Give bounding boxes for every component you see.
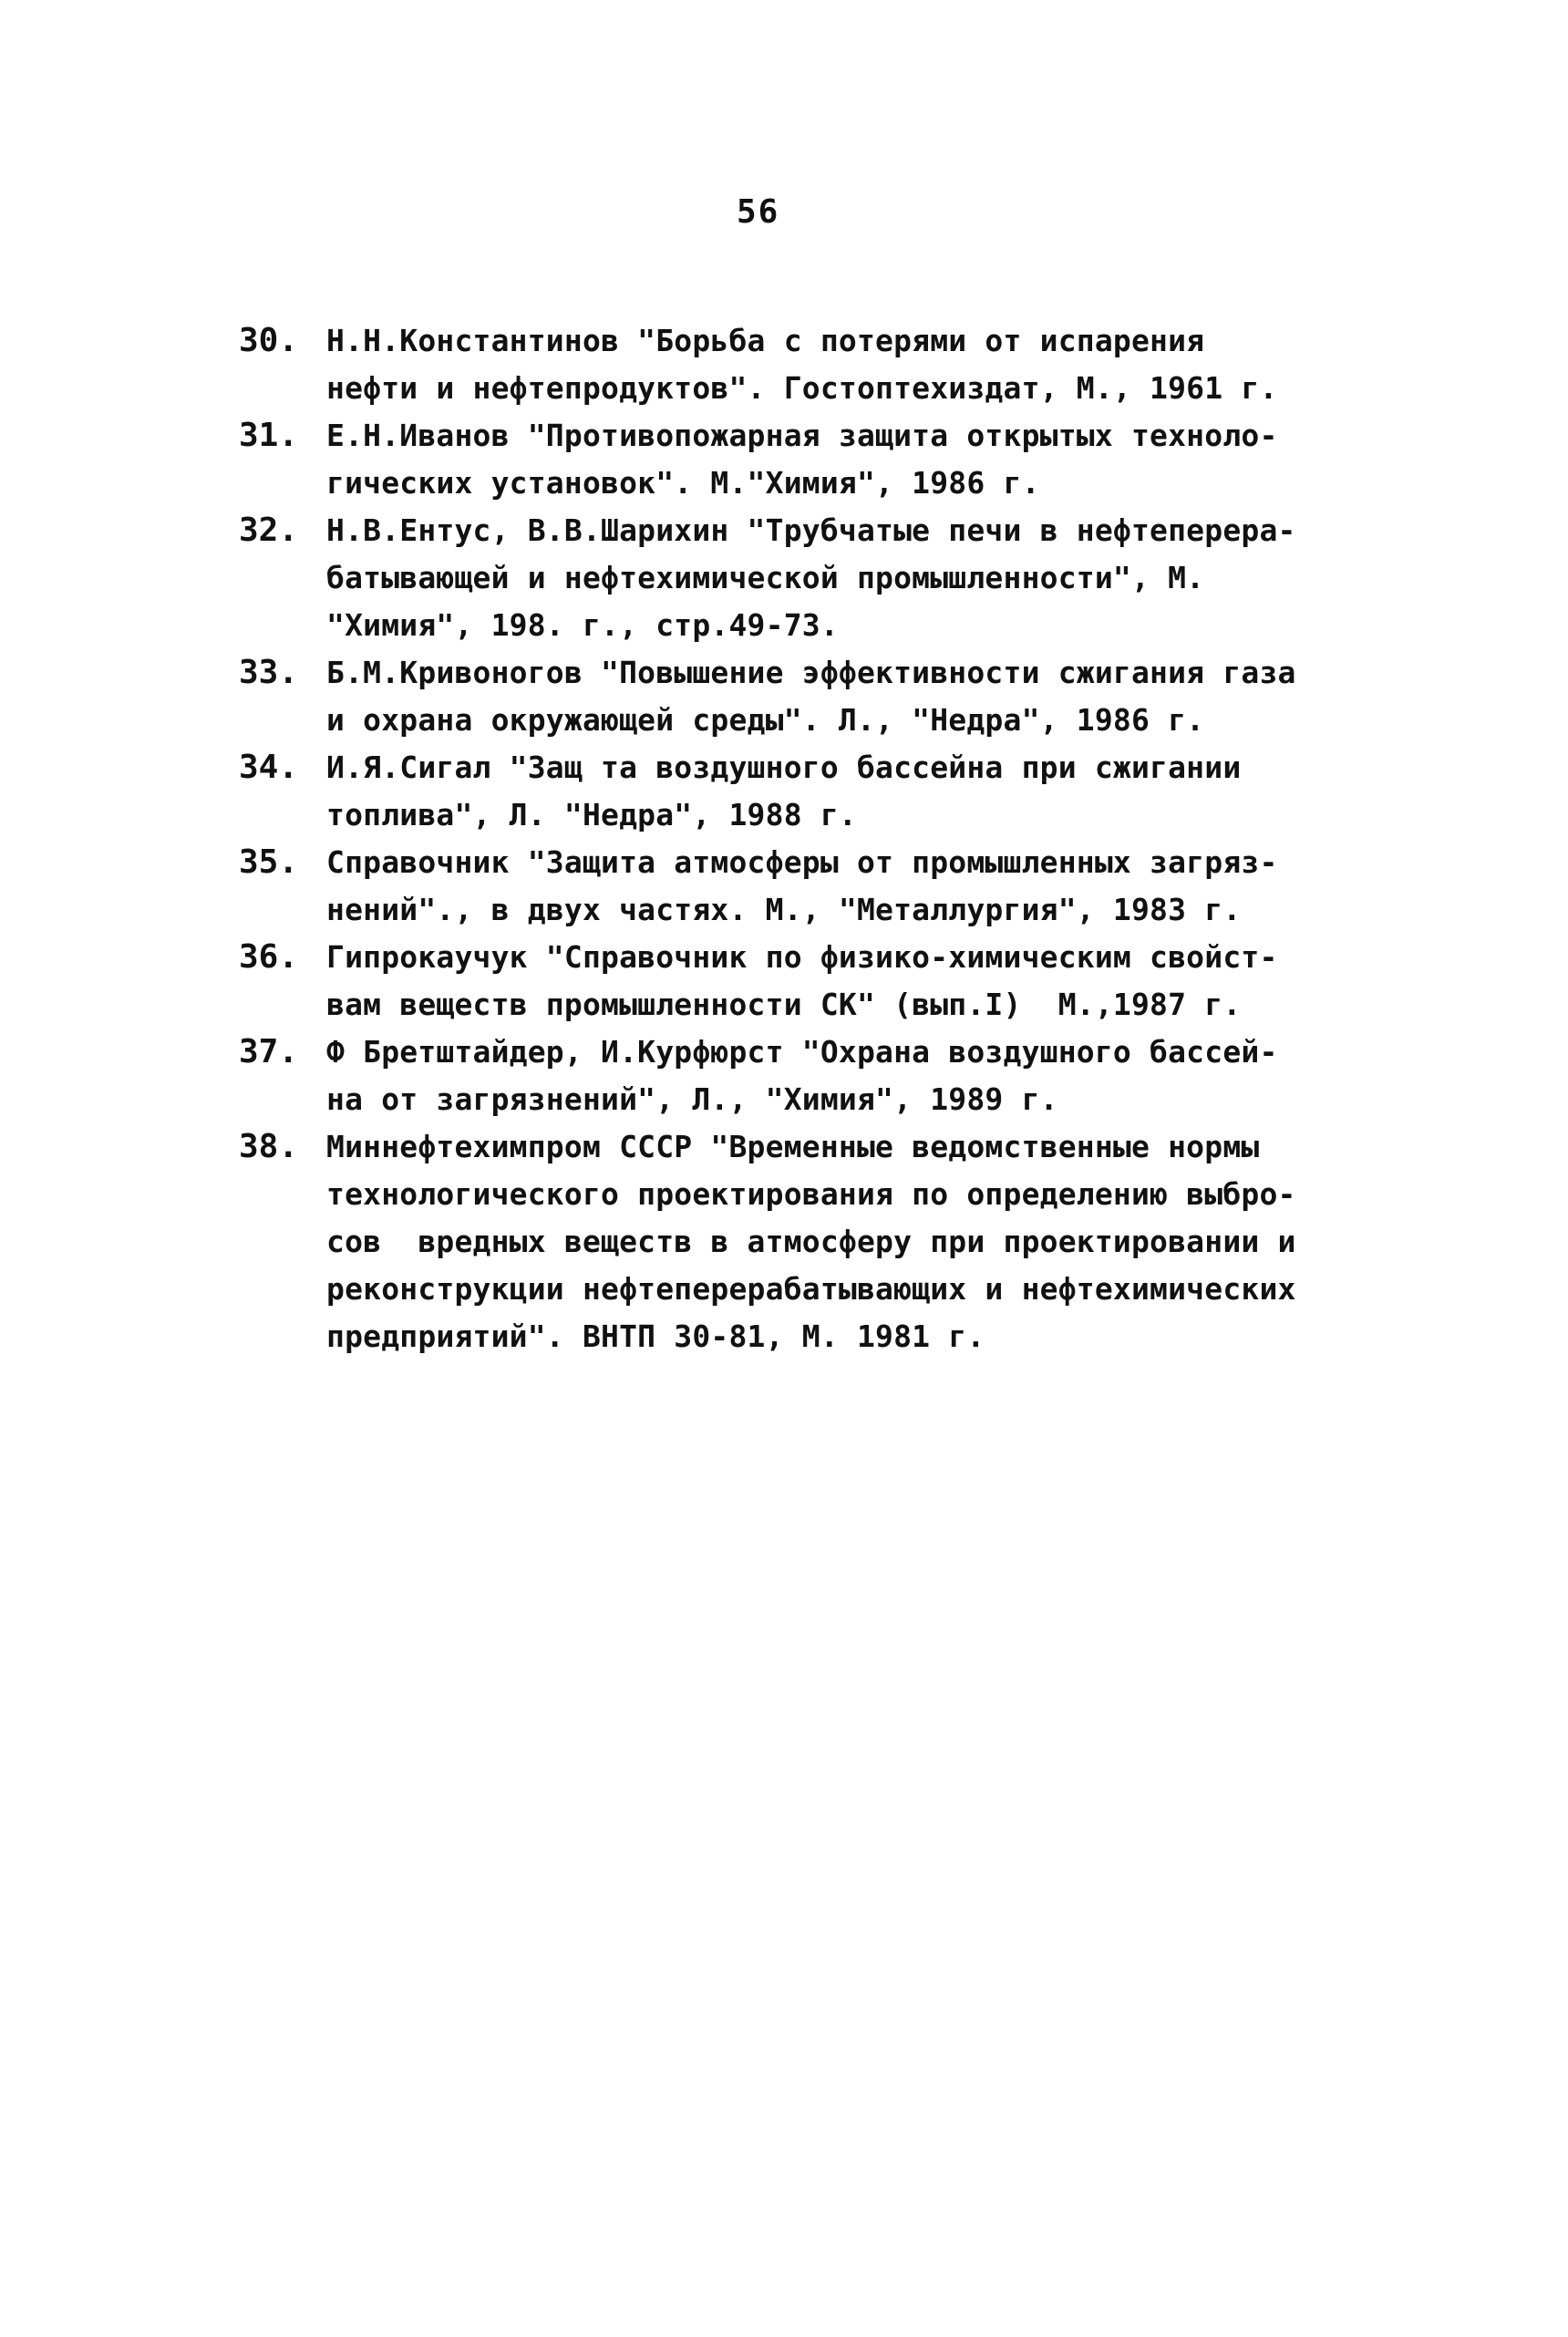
reference-text-line: топлива", Л. "Недра", 1988 г. <box>326 797 857 832</box>
reference-text-line: нений"., в двух частях. М., "Металлургия", 1983 г. <box>326 892 1242 927</box>
reference-text-line: Гипрокаучук "Справочник по физико-химическим свойст- <box>326 939 1278 975</box>
reference-text-line: технологического проектирования по определению выбро- <box>326 1176 1296 1212</box>
reference-number: 38. <box>239 1128 299 1165</box>
reference-text-line: нефти и нефтепродуктов". Гостоптехиздат, М., 1961 г. <box>326 370 1278 406</box>
reference-list <box>239 317 1360 1360</box>
reference-text-line: Н.В.Ентус, В.В.Шарихин "Трубчатые печи в нефтеперера- <box>326 512 1296 548</box>
reference-item <box>239 317 1360 412</box>
reference-text-line: Н.Н.Константинов "Борьба с потерями от испарения <box>326 323 1205 358</box>
reference-text-line: вам веществ промышленности СК" (вып.I) М.,1987 г. <box>326 987 1242 1022</box>
reference-number: 35. <box>239 843 299 881</box>
reference-number: 30. <box>239 322 299 359</box>
reference-text-line: Е.Н.Иванов "Противопожарная защита открытых техноло- <box>326 418 1278 453</box>
reference-item <box>239 839 1360 934</box>
reference-item <box>239 412 1360 507</box>
reference-text-line: И.Я.Сигал "Защ та воздушного бассейна при сжигании <box>326 750 1242 785</box>
reference-text-line: гических установок". М."Химия", 1986 г. <box>326 465 1040 501</box>
reference-item <box>239 744 1360 839</box>
page-number: 56 <box>737 193 780 231</box>
reference-item <box>239 1029 1360 1123</box>
reference-text-line: предприятий". ВНТП 30-81, М. 1981 г. <box>326 1318 985 1354</box>
reference-text-line: Справочник "Защита атмосферы от промышленных загряз- <box>326 844 1278 880</box>
reference-item <box>239 1123 1360 1360</box>
reference-item <box>239 507 1360 649</box>
reference-text-line: Б.М.Кривоногов "Повышение эффективности сжигания газа <box>326 655 1296 690</box>
reference-text-line: Ф Бретштайдер, И.Курфюрст "Охрана воздушного бассей- <box>326 1034 1278 1070</box>
reference-number: 34. <box>239 749 299 786</box>
reference-number: 37. <box>239 1033 299 1070</box>
reference-number: 33. <box>239 654 299 691</box>
reference-text-line: и охрана окружающей среды". Л., "Недра", 1986 г. <box>326 702 1205 738</box>
reference-number: 36. <box>239 938 299 976</box>
reference-number: 31. <box>239 417 299 454</box>
reference-text-line: "Химия", 198. г., стр.49-73. <box>326 607 839 643</box>
reference-text-line: Миннефтехимпром СССР "Временные ведомственные нормы <box>326 1129 1260 1164</box>
reference-item <box>239 934 1360 1029</box>
reference-number: 32. <box>239 512 299 549</box>
reference-text-line: на от загрязнений", Л., "Химия", 1989 г. <box>326 1081 1058 1117</box>
reference-item <box>239 649 1360 744</box>
reference-text-line: сов вредных веществ в атмосферу при проектировании и <box>326 1224 1296 1259</box>
reference-text-line: реконструкции нефтеперерабатывающих и нефтехимических <box>326 1271 1296 1307</box>
reference-text-line: батывающей и нефтехимической промышленности", М. <box>326 560 1205 595</box>
